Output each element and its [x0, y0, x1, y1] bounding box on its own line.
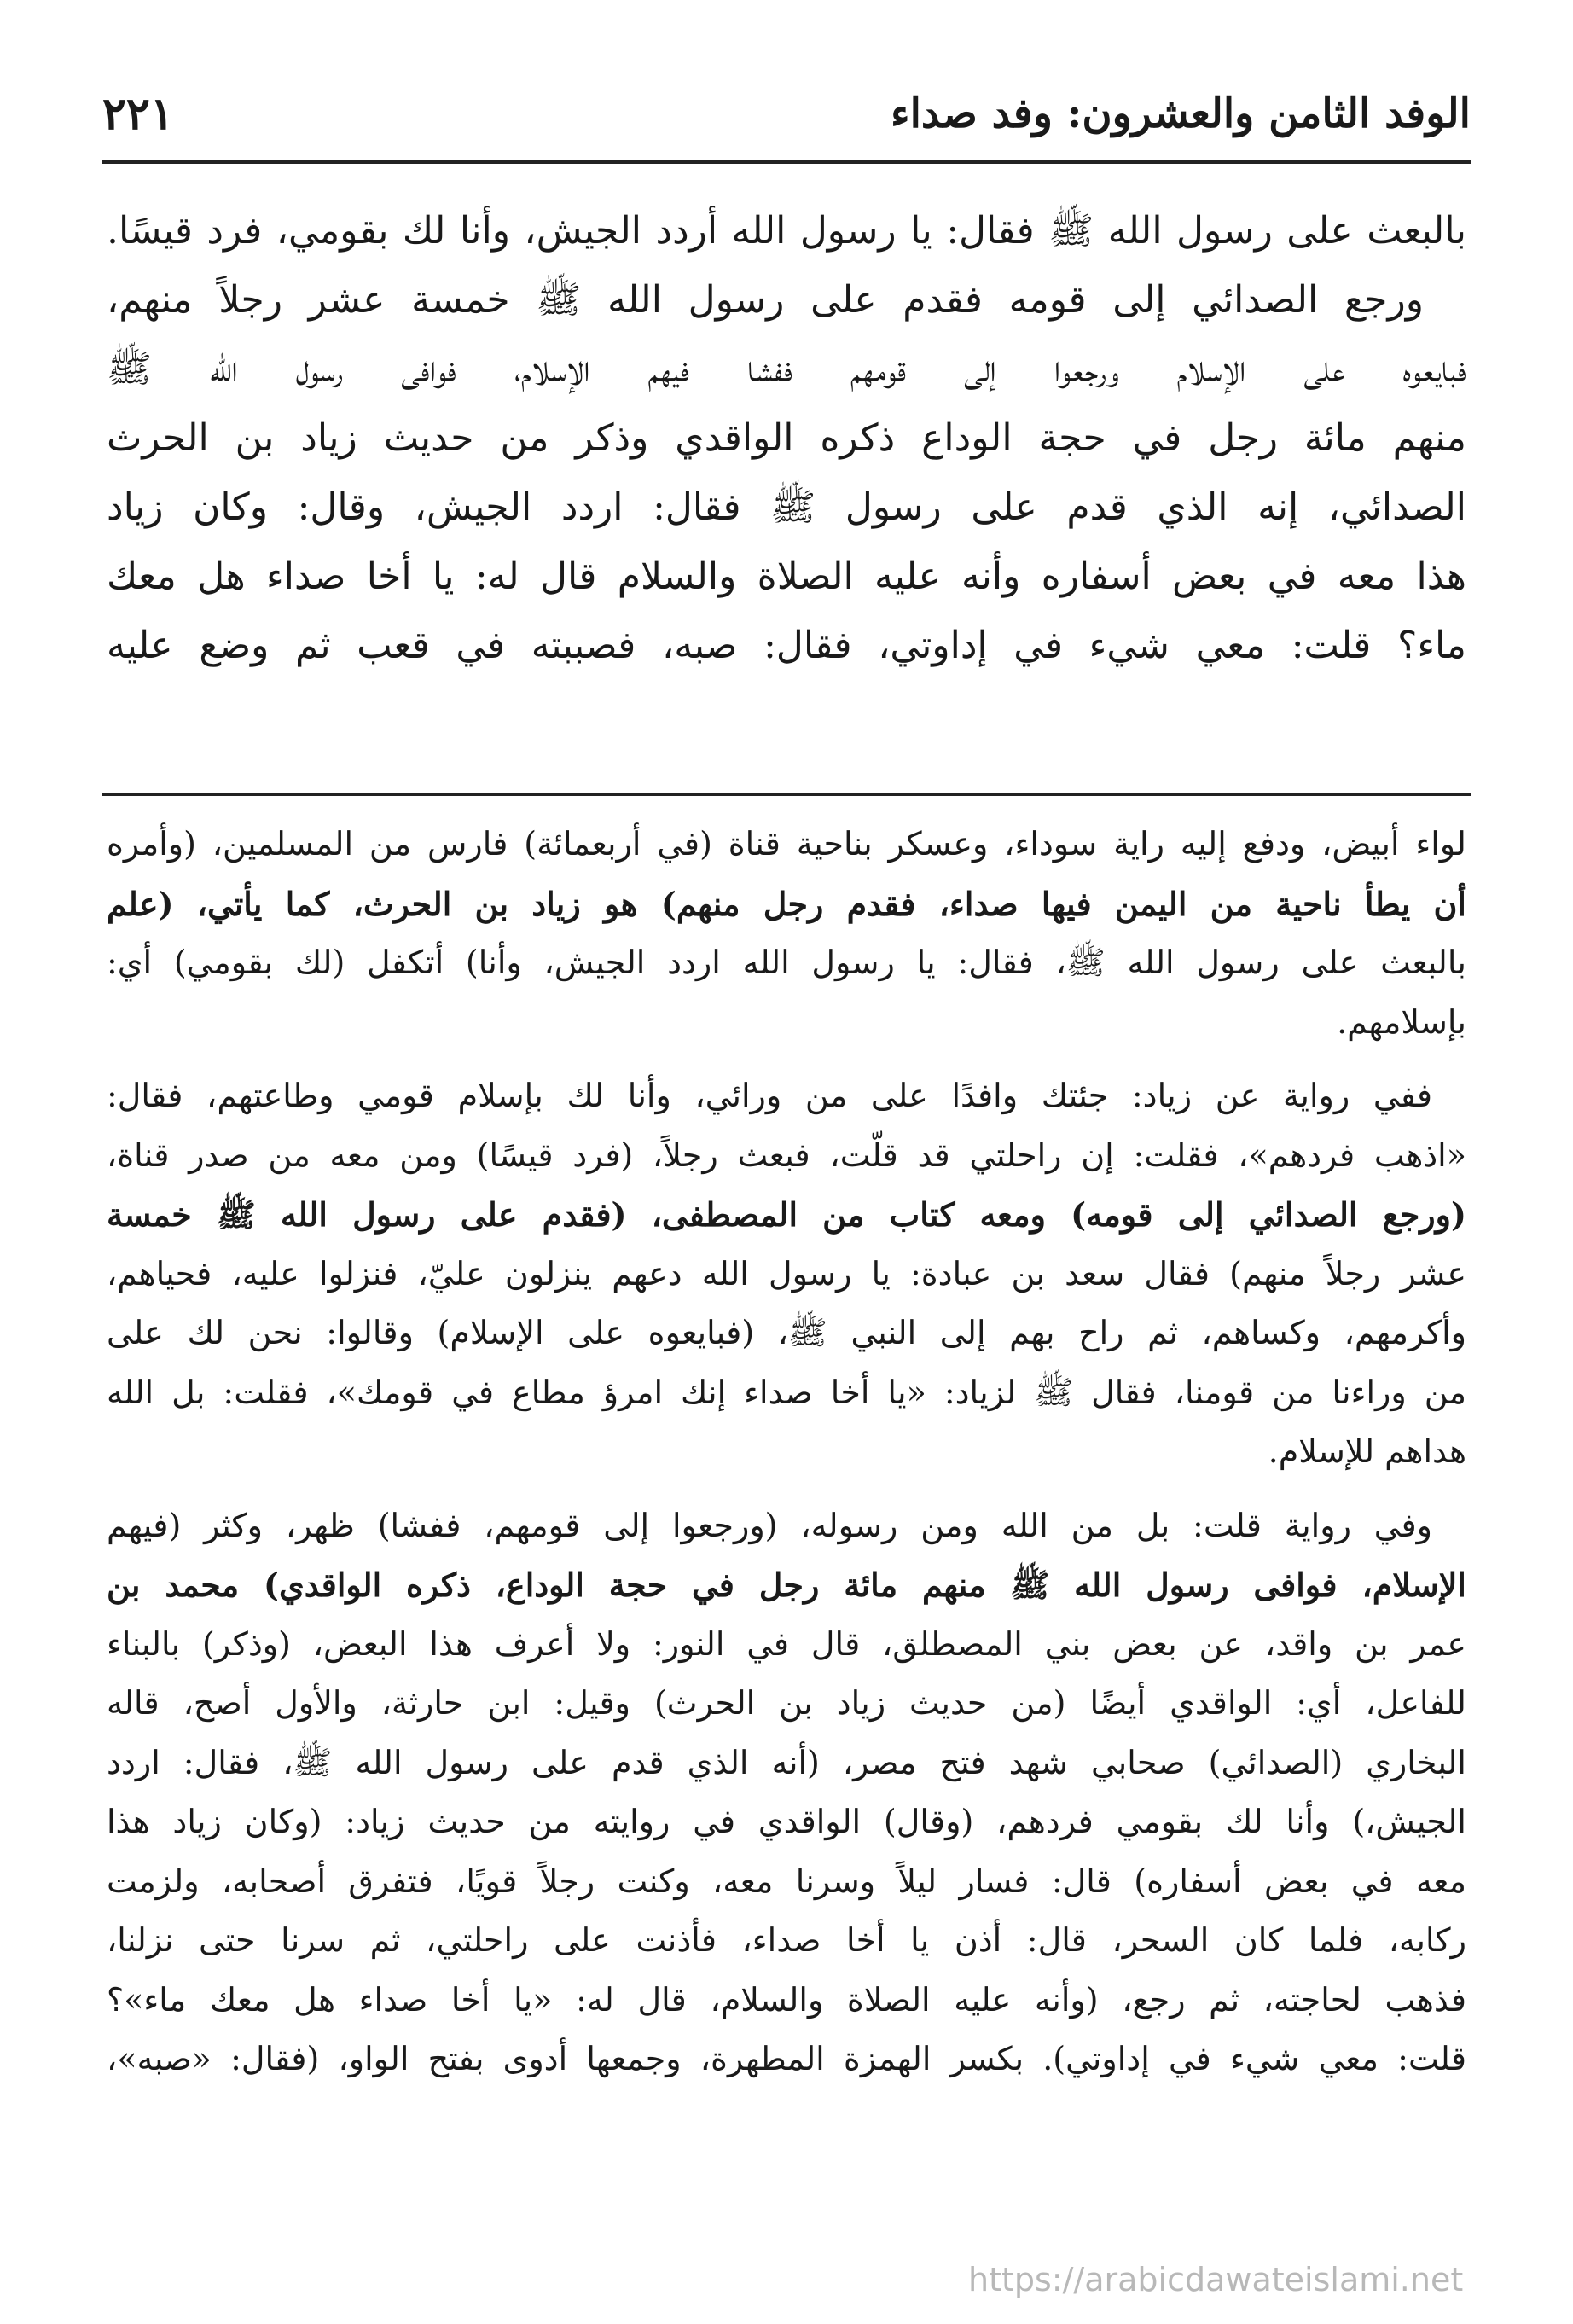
- watermark-url: https://arabicdawateislami.net: [968, 2261, 1464, 2298]
- commentary-line: معه في بعض أسفاره) قال: فسار ليلاً وسرنا معه، وكنت رجلاً قويًا، فتفرق أصحابه، ولزمت: [107, 1862, 1466, 1900]
- commentary-line: لواء أبيض، ودفع إليه راية سوداء، وعسكر بناحية قناة (في أربعمائة) فارس من المسلمين، (وأمره: [107, 825, 1466, 863]
- commentary-line: الإسلام، فوافى رسول الله ﷺ منهم مائة رجل في حجة الوداع، ذكره الواقدي) محمد بن: [107, 1566, 1466, 1604]
- page-header: [102, 81, 1471, 158]
- commentary-line: ففي رواية عن زياد: جئتك وافدًا على من ورائي، وأنا لك بإسلام قومي وطاعتهم، فقال:: [107, 1077, 1432, 1114]
- footnote-separator: [102, 793, 1471, 796]
- paragraph-gap: [107, 1482, 1466, 1496]
- commentary-line: (ورجع الصدائي إلى قومه) ومعه كتاب من المصطفى، (فقدم على رسول الله ﷺ خمسة: [107, 1195, 1466, 1234]
- commentary-line: عشر رجلاً منهم) فقال سعد بن عبادة: يا رسول الله دعهم ينزلون عليّ، فنزلوا عليه، فحياهم،: [107, 1254, 1466, 1293]
- commentary-line: «اذهب فردهم»، فقلت: إن راحلتي قد قلّت، فبعث رجلاً، (فرد قيسًا) ومن معه من صدر قناة،: [107, 1136, 1466, 1174]
- commentary-line: من وراءنا من قومنا، فقال ﷺ لزياد: «يا أخا صداء إنك امرؤ مطاع في قومك»، فقلت: بل الله: [107, 1373, 1466, 1411]
- commentary: [107, 815, 1466, 2089]
- main-text-line: هذا معه في بعض أسفاره وأنه عليه الصلاة والسلام قال له: يا أخا صداء هل معك: [107, 555, 1466, 598]
- commentary-line: ركابه، فلما كان السحر، قال: أذن يا أخا صداء، فأذنت على راحلتي، ثم سرنا حتى نزلنا،: [107, 1921, 1466, 1959]
- paragraph-gap: [107, 1052, 1466, 1066]
- main-text-line: الصدائي، إنه الذي قدم على رسول ﷺ فقال: اردد الجيش، وقال: وكان زياد: [107, 485, 1466, 529]
- header-rule: [102, 160, 1471, 164]
- running-title: الوفد الثامن والعشرون: وفد صداء: [891, 90, 1471, 137]
- commentary-line: وأكرمهم، وكساهم، ثم راح بهم إلى النبي ﷺ، (فبايعوه على الإسلام) وقالوا: نحن لك على: [107, 1314, 1466, 1351]
- main-text-line: ماء؟ قلت: معي شيء في إداوتي، فقال: صبه، فصببته في قعب ثم وضع عليه: [107, 624, 1466, 667]
- commentary-line: البخاري (الصدائي) صحابي شهد فتح مصر، (أنه الذي قدم على رسول الله ﷺ، فقال: اردد: [107, 1743, 1466, 1781]
- commentary-line: بالبعث على رسول الله ﷺ، فقال: يا رسول الله اردد الجيش، وأنا) أتكفل (لك بقومي) أي:: [107, 944, 1466, 981]
- commentary-line: هداهم للإسلام.: [1268, 1432, 1466, 1470]
- main-text-line: ورجع الصدائي إلى قومه فقدم على رسول الله ﷺ خمسة عشر رجلاً منهم،: [107, 278, 1424, 322]
- commentary-line: الجيش،) وأنا لك بقومي فردهم، (وقال) الواقدي في روايته من حديث زياد: (وكان زياد هذا: [107, 1803, 1466, 1840]
- main-text-line: منهم مائة رجل في حجة الوداع ذكره الواقدي وذكر من حديث زياد بن الحرث: [107, 416, 1466, 460]
- commentary-line: للفاعل، أي: الواقدي أيضًا (من حديث زياد بن الحرث) وقيل: ابن حارثة، والأول أصح، قاله: [107, 1684, 1466, 1722]
- commentary-line: وفي رواية قلت: بل من الله ومن رسوله، (ورجعوا إلى قومهم، ففشا) ظهر، وكثر (فيهم: [107, 1506, 1432, 1544]
- main-text-line: بالبعث على رسول الله ﷺ فقال: يا رسول الله أردد الجيش، وأنا لك بقومي، فرد قيسًا.: [107, 209, 1466, 253]
- commentary-line: فذهب لحاجته، ثم رجع، (وأنه عليه الصلاة والسلام، قال له: «يا أخا صداء هل معك ماء»؟: [107, 1980, 1466, 2019]
- main-text-line: فبايعوه على الإسلام ورجعوا إلى قومهم ففشا فيهم الإسلام، فوافى رسول الله ﷺ: [107, 347, 1466, 391]
- commentary-line: بإسلامهم.: [1337, 1002, 1466, 1041]
- commentary-line: عمر بن واقد، عن بعض بني المصطلق، قال في النور: ولا أعرف هذا البعض، (وذكر) بالبناء: [107, 1624, 1466, 1663]
- main-text: [107, 196, 1466, 680]
- page-number: ٢٢١: [102, 88, 174, 140]
- commentary-line: قلت: معي شيء في إداوتي). بكسر الهمزة المطهرة، وجمعها أدوى بفتح الواو، (فقال: «صبه»،: [107, 2040, 1466, 2077]
- commentary-line: أن يطأ ناحية من اليمن فيها صداء، فقدم رجل منهم) هو زياد بن الحرث، كما يأتي، (علم: [107, 884, 1466, 923]
